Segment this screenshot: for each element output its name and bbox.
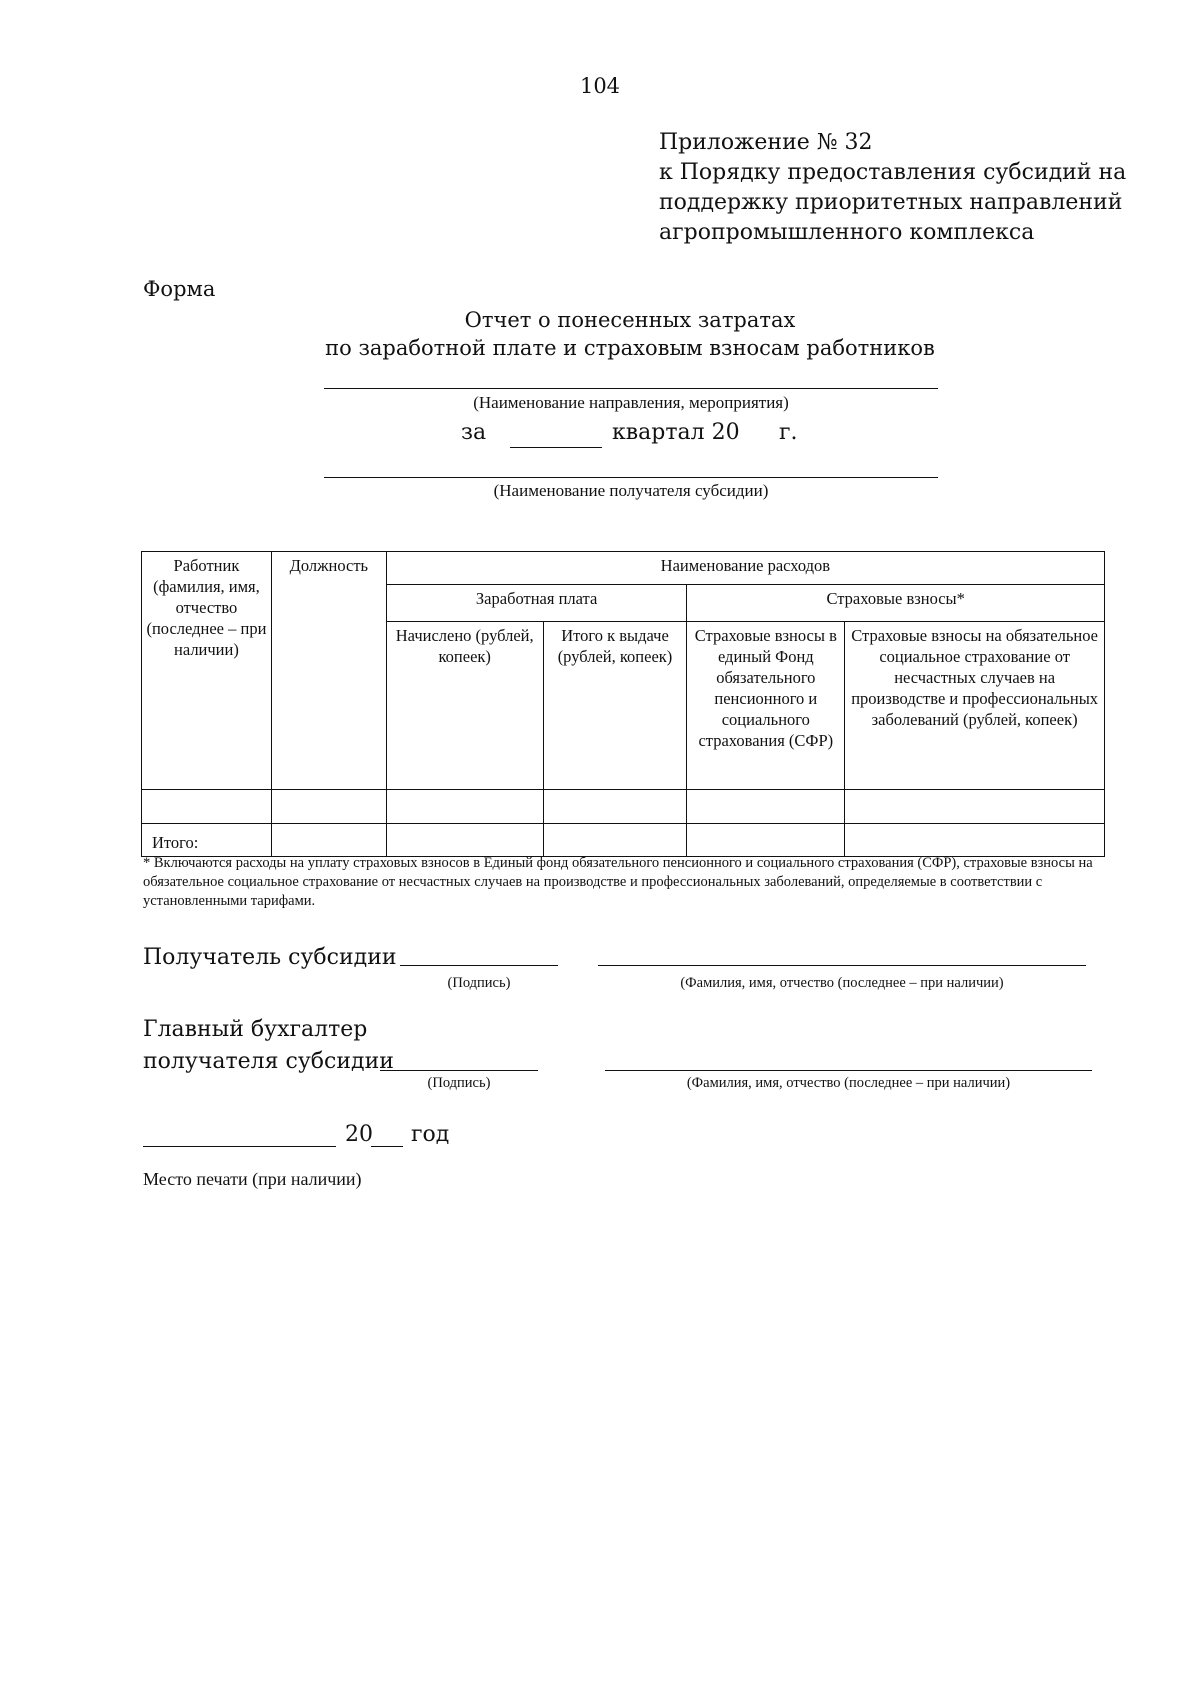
header-payout: Итого к выдаче (рублей, копеек) [543, 622, 687, 790]
header-accrued: Начислено (рублей, копеек) [386, 622, 543, 790]
recipient-label: Получатель субсидии [143, 945, 397, 970]
quarter-suffix: г. [779, 420, 798, 445]
title-line-2: по заработной плате и страховым взносам работников [325, 336, 935, 360]
appendix-line-2: к Порядку предоставления субсидий на [659, 160, 1127, 185]
table-cell[interactable] [386, 824, 543, 857]
total-label: Итого: [142, 824, 272, 857]
report-table [141, 551, 1105, 857]
stamp-label: Место печати (при наличии) [143, 1169, 362, 1189]
recipient-signature-line[interactable] [400, 965, 558, 966]
total-row [142, 824, 1105, 857]
recipient-name-caption: (Фамилия, имя, отчество (последнее – при наличии) [680, 975, 1004, 991]
header-position: Должность [271, 552, 386, 790]
recipient-caption: (Наименование получателя субсидии) [493, 481, 769, 500]
header-expenses: Наименование расходов [386, 552, 1104, 585]
quarter-number-line[interactable] [510, 447, 602, 448]
quarter-label: квартал 20 [612, 420, 740, 445]
table-cell[interactable] [271, 790, 386, 824]
header-insurance: Страховые взносы* [687, 585, 1105, 622]
header-worker: Работник (фамилия, имя, отчество (последнее – при наличии) [142, 552, 272, 790]
accountant-signature-line[interactable] [380, 1070, 538, 1071]
accountant-name-line[interactable] [605, 1070, 1092, 1071]
footnote: * Включаются расходы на уплату страховых взносов в Единый фонд обязательного пенсионного и социального страхования (СФР), страховые взносы на обязательное социальное страхование от несчастных случаев на производстве и профессиональных заболеваний, определяемые в соответствии с установленными тарифами. [143, 855, 1093, 909]
accountant-label-line-1: Главный бухгалтер [143, 1017, 368, 1042]
form-label: Форма [143, 277, 216, 301]
header-salary: Заработная плата [386, 585, 687, 622]
year-line[interactable] [371, 1146, 403, 1147]
header-accident-insurance: Страховые взносы на обязательное социальное страхование от несчастных случаев на производстве и профессиональных заболеваний (рублей, копеек) [845, 622, 1105, 790]
accountant-signature-caption: (Подпись) [427, 1075, 491, 1091]
year-suffix: год [411, 1122, 450, 1147]
report-title [0, 306, 1200, 362]
direction-line[interactable] [324, 388, 938, 389]
recipient-signature-caption: (Подпись) [447, 975, 511, 991]
table-cell[interactable] [386, 790, 543, 824]
table-cell[interactable] [687, 790, 845, 824]
year-prefix: 20 [345, 1122, 373, 1147]
accountant-label-line-2: получателя субсидии [143, 1049, 394, 1074]
appendix-number: Приложение № 32 [659, 130, 873, 155]
page-number: 104 [579, 74, 621, 98]
table-cell[interactable] [687, 824, 845, 857]
header-sfr: Страховые взносы в единый Фонд обязательного пенсионного и социального страхования (СФР) [687, 622, 845, 790]
direction-caption: (Наименование направления, мероприятия) [473, 393, 789, 412]
table-cell[interactable] [271, 824, 386, 857]
table-cell[interactable] [543, 790, 687, 824]
date-line[interactable] [143, 1146, 336, 1147]
table-cell[interactable] [543, 824, 687, 857]
accountant-name-caption: (Фамилия, имя, отчество (последнее – при наличии) [686, 1075, 1011, 1091]
appendix-line-4: агропромышленного комплекса [659, 220, 1035, 245]
appendix-header [659, 128, 1126, 248]
appendix-line-3: поддержку приоритетных направлений [659, 190, 1123, 215]
table-cell[interactable] [845, 790, 1105, 824]
table-cell[interactable] [845, 824, 1105, 857]
title-line-1: Отчет о понесенных затратах [464, 308, 796, 332]
table-row [142, 790, 1105, 824]
quarter-prefix: за [461, 420, 487, 445]
recipient-name-line[interactable] [598, 965, 1086, 966]
recipient-line[interactable] [324, 477, 938, 478]
table-cell[interactable] [142, 790, 272, 824]
